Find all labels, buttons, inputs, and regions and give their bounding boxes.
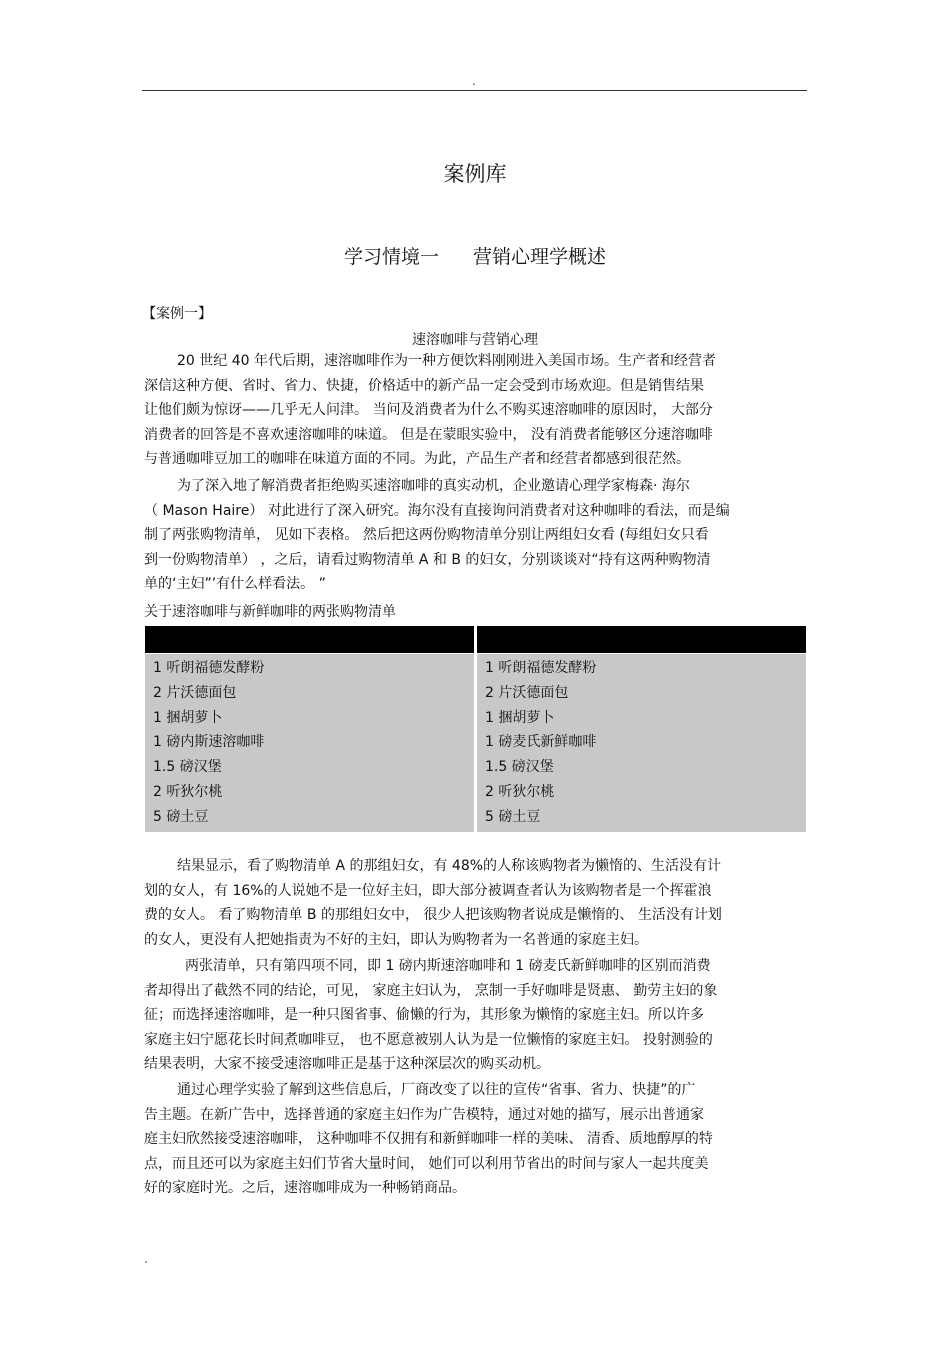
text-line: 划的女人，有 16%的人说她不是一位好主妇，即大部分被调查者认为该购物者是一个挥霍浪	[144, 882, 712, 899]
header-rule	[142, 90, 807, 91]
text-line: 结果表明，大家不接受速溶咖啡正是基于这种深层次的购买动机。	[144, 1056, 550, 1072]
table-body	[145, 654, 806, 832]
case-title: 速溶咖啡与营销心理	[412, 332, 538, 348]
text-line: （ Mason Haire） 对此进行了深入研究。海尔没有直接询问消费者对这种咖啡的看法，而是编	[144, 502, 730, 519]
paragraph-2	[144, 474, 809, 597]
list-b-item: 1.5 磅汉堡	[485, 759, 554, 776]
text-line: 费的女人。 看了购物清单 B 的那组妇女中， 很少人把该购物者说成是懒惰的、 生活没有计划	[144, 907, 722, 923]
text-line: 消费者的回答是不喜欢速溶咖啡的味道。 但是在蒙眼实验中， 没有消费者能够区分速溶咖啡	[144, 426, 713, 443]
text-line: 20 世纪 40 年代后期，速溶咖啡作为一种方便饮料刚刚进入美国市场。生产者和经营者	[177, 353, 716, 369]
list-a-column	[145, 654, 474, 832]
list-b-item: 2 片沃德面包	[485, 684, 569, 701]
case-label: 【案例一】	[142, 306, 212, 322]
text-line: 者却得出了截然不同的结论，可见， 家庭主妇认为， 烹制一手好咖啡是贤惠、 勤劳主妇的象	[144, 982, 718, 999]
document-title: 案例库	[443, 162, 507, 186]
list-a-item: 2 片沃德面包	[153, 684, 237, 701]
table-caption: 关于速溶咖啡与新鲜咖啡的两张购物清单	[144, 604, 396, 620]
list-a-item: 2 听狄尔桃	[153, 783, 223, 800]
list-a-item: 1 捆胡萝卜	[153, 709, 223, 726]
text-line: 单的‘主妇”’有什么样看法。 ”	[144, 576, 326, 592]
list-a-item: 5 磅土豆	[153, 808, 209, 825]
text-line: 与普通咖啡豆加工的咖啡在味道方面的不同。为此，产品生产者和经营者都感到很茫然。	[144, 451, 690, 467]
chapter-name: 营销心理学概述	[473, 246, 607, 268]
paragraph-1	[144, 349, 809, 472]
paragraph-4	[144, 954, 809, 1077]
list-b-item: 5 磅土豆	[485, 808, 541, 825]
text-line: 点，而且还可以为家庭主妇们节省大量时间， 她们可以利用节省出的时间与家人一起共度美	[144, 1155, 709, 1172]
list-b-column	[477, 654, 806, 832]
text-line: 家庭主妇宁愿花长时间煮咖啡豆， 也不愿意被别人认为是一位懒惰的家庭主妇。 投射测验的	[144, 1031, 713, 1048]
header-dot: .	[472, 74, 476, 88]
text-line: 两张清单，只有第四项不同，即 1 磅内斯速溶咖啡和 1 磅麦氏新鲜咖啡的区别而消费	[185, 958, 711, 974]
chapter-heading	[0, 242, 950, 269]
list-b-item: 1 磅麦氏新鲜咖啡	[485, 734, 597, 751]
paragraph-5	[144, 1078, 809, 1201]
text-line: 制了两张购物清单， 见如下表格。 然后把这两份购物清单分别让两组妇女看 (每组妇女只看	[144, 527, 709, 543]
table-header-list-b	[477, 626, 806, 653]
text-line: 为了深入地了解消费者拒绝购买速溶咖啡的真实动机，企业邀请心理学家梅森· 海尔	[177, 478, 690, 494]
text-line: 征；而选择速溶咖啡，是一种只图省事、偷懒的行为，其形象为懒惰的家庭主妇。所以许多	[144, 1007, 704, 1023]
text-line: 结果显示，看了购物清单 A 的那组妇女，有 48%的人称该购物者为懒惰的、生活没有计	[177, 858, 722, 874]
text-line: 深信这种方便、省时、省力、快捷，价格适中的新产品一定会受到市场欢迎。但是销售结果	[144, 377, 704, 394]
list-a-item: 1 听朗福德发酵粉	[153, 660, 265, 676]
text-line: 的女人，更没有人把她指责为不好的主妇，即认为购物者为一名普通的家庭主妇。	[144, 931, 648, 948]
table-header-list-a	[145, 626, 474, 653]
text-line: 让他们颇为惊讶——几乎无人问津。 当问及消费者为什么不购买速溶咖啡的原因时， 大部分	[144, 402, 713, 418]
list-b-item: 1 捆胡萝卜	[485, 709, 555, 726]
text-line: 通过心理学实验了解到这些信息后，厂商改变了以往的宣传“省事、省力、快捷”的广	[177, 1082, 696, 1098]
footer-dot: .	[144, 1252, 148, 1266]
text-line: 好的家庭时光。之后，速溶咖啡成为一种畅销商品。	[144, 1180, 466, 1196]
text-line: 到一份购物清单） ，之后，请看过购物清单 A 和 B 的妇女，分别谈谈对“持有这两种购物清	[144, 551, 711, 568]
text-line: 庭主妇欣然接受速溶咖啡， 这种咖啡不仅拥有和新鲜咖啡一样的美味、 清香、质地醇厚的特	[144, 1131, 713, 1147]
text-line: 告主题。在新广告中，选择普通的家庭主妇作为广告模特，通过对她的描写，展示出普通家	[144, 1106, 704, 1123]
table-header-row	[145, 626, 806, 653]
shopping-list-table	[145, 626, 806, 832]
list-b-item: 1 听朗福德发酵粉	[485, 660, 597, 676]
chapter-number: 学习情境一	[343, 246, 439, 268]
list-a-item: 1.5 磅汉堡	[153, 759, 222, 776]
list-a-item: 1 磅内斯速溶咖啡	[153, 734, 265, 751]
list-b-item: 2 听狄尔桃	[485, 783, 555, 800]
paragraph-3	[144, 854, 809, 952]
